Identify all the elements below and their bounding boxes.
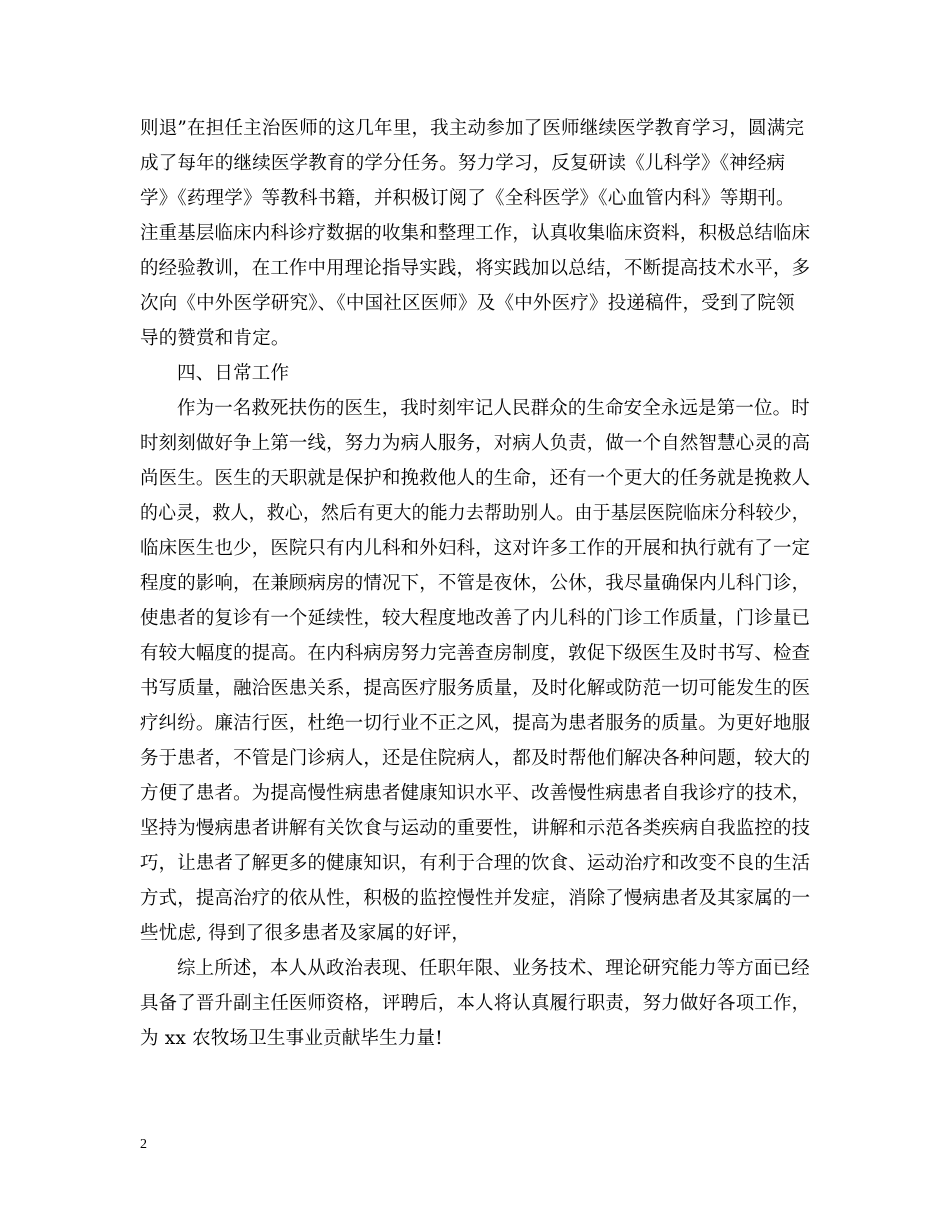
text-line: 疗纠纷。廉洁行医，杜绝一切行业不正之风，提高为患者服务的质量。为更好地服 (140, 713, 811, 734)
text-line: 为 xx 农牧场卫生事业贡献毕生力量! (140, 1028, 443, 1049)
text-line: 使患者的复诊有一个延续性，较大程度地改善了内儿科的门诊工作质量，门诊量已 (140, 608, 811, 629)
text-line: 综上所述，本人从政治表现、任职年限、业务技术、理论研究能力等方面已经 (177, 958, 810, 979)
text-line: 些忧虑, 得到了很多患者及家属的好评， (140, 923, 471, 944)
text-line: 临床医生也少，医院只有内儿科和外妇科，这对许多工作的开展和执行就有了一定 (140, 538, 811, 559)
text-line: 时刻刻做好争上第一线，努力为病人服务，对病人负责，做一个自然智慧心灵的高 (140, 433, 811, 454)
text-line: 学》《药理学》等教科书籍，并积极订阅了《全科医学》《心血管内科》等期刊。 (140, 188, 795, 209)
text-line: 的心灵，救人，救心，然后有更大的能力去帮助别人。由于基层医院临床分科较少， (140, 503, 810, 524)
text-line: 具备了晋升副主任医师资格，评聘后，本人将认真履行职责，努力做好各项工作， (140, 993, 811, 1014)
text-line: 巧，让患者了解更多的健康知识，有利于合理的饮食、运动治疗和改变不良的生活 (140, 853, 811, 874)
text-line: 导的赞赏和肯定。 (140, 328, 290, 349)
text-line: 作为一名救死扶伤的医生，我时刻牢记人民群众的生命安全永远是第一位。时 (177, 398, 810, 419)
text-line: 的经验教训，在工作中用理论指导实践，将实践加以总结，不断提高技术水平，多 (140, 258, 811, 279)
text-line: 方便了患者。为提高慢性病患者健康知识水平、改善慢性病患者自我诊疗的技术， (140, 783, 811, 804)
page-number: 2 (140, 1137, 147, 1152)
section-heading: 四、日常工作 (177, 363, 290, 384)
text-line: 则退”在担任主治医师的这几年里，我主动参加了医师继续医学教育学习，圆满完 (140, 118, 805, 139)
text-line: 注重基层临床内科诊疗数据的收集和整理工作，认真收集临床资料，积极总结临床 (140, 223, 811, 244)
text-line: 成了每年的继续医学教育的学分任务。努力学习，反复研读《儿科学》《神经病 (140, 153, 786, 174)
text-line: 程度的影响，在兼顾病房的情况下，不管是夜休，公休，我尽量确保内儿科门诊， (140, 573, 811, 594)
text-line: 次向《中外医学研究》、《中国社区医师》及《中外医疗》投递稿件，受到了院领 (140, 293, 795, 314)
text-line: 务于患者，不管是门诊病人，还是住院病人，都及时帮他们解决各种问题，较大的 (140, 748, 811, 769)
text-line: 书写质量，融洽医患关系，提高医疗服务质量，及时化解或防范一切可能发生的医 (140, 678, 811, 699)
text-line: 有较大幅度的提高。在内科病房努力完善查房制度，敦促下级医生及时书写、检查 (140, 643, 811, 664)
text-line: 尚医生。医生的天职就是保护和挽救他人的生命，还有一个更大的任务就是挽救人 (140, 468, 811, 489)
text-line: 坚持为慢病患者讲解有关饮食与运动的重要性，讲解和示范各类疾病自我监控的技 (140, 818, 811, 839)
text-line: 方式，提高治疗的依从性，积极的监控慢性并发症，消除了慢病患者及其家属的一 (140, 888, 811, 909)
